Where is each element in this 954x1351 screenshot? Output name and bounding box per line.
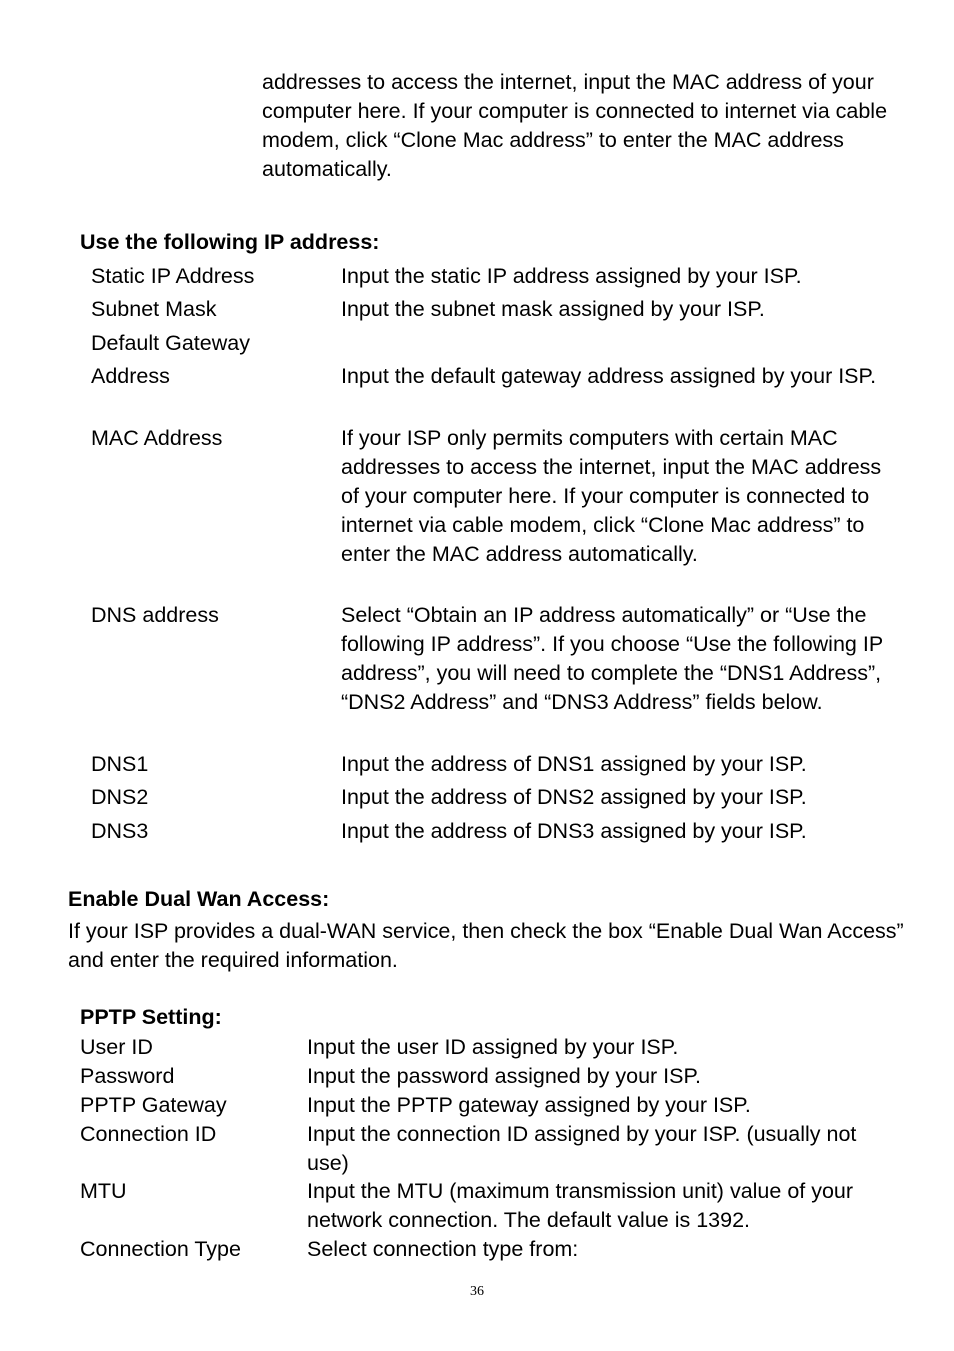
desc-dns1: Input the address of DNS1 assigned by your ISP. bbox=[341, 752, 807, 776]
desc-static-ip: Input the static IP address assigned by your ISP. bbox=[341, 264, 802, 288]
term-pptp-gateway: PPTP Gateway bbox=[80, 1093, 227, 1117]
desc-dns2: Input the address of DNS2 assigned by your ISP. bbox=[341, 785, 807, 809]
ip-section-heading: Use the following IP address: bbox=[80, 230, 380, 254]
pptp-heading: PPTP Setting: bbox=[80, 1005, 222, 1029]
desc-subnet-mask: Input the subnet mask assigned by your ISP. bbox=[341, 297, 765, 321]
term-static-ip: Static IP Address bbox=[91, 264, 255, 288]
term-dns-address: DNS address bbox=[91, 603, 219, 627]
term-connection-id: Connection ID bbox=[80, 1122, 217, 1146]
desc-pptp-gateway: Input the PPTP gateway assigned by your ISP. bbox=[307, 1093, 751, 1117]
term-dns3: DNS3 bbox=[91, 819, 149, 843]
desc-dns3: Input the address of DNS3 assigned by your ISP. bbox=[341, 819, 807, 843]
term-gateway-address: Address bbox=[91, 364, 170, 388]
desc-connection-type: Select connection type from: bbox=[307, 1237, 579, 1261]
page-number: 36 bbox=[470, 1284, 484, 1299]
term-user-id: User ID bbox=[80, 1035, 153, 1059]
term-password: Password bbox=[80, 1064, 175, 1088]
desc-connection-id: Input the connection ID assigned by your ISP. (usually not use) bbox=[307, 1122, 857, 1175]
desc-user-id: Input the user ID assigned by your ISP. bbox=[307, 1035, 679, 1059]
term-mac-address: MAC Address bbox=[91, 426, 223, 450]
dual-wan-heading: Enable Dual Wan Access: bbox=[68, 887, 330, 911]
term-subnet-mask: Subnet Mask bbox=[91, 297, 217, 321]
term-connection-type: Connection Type bbox=[80, 1237, 241, 1261]
dual-wan-paragraph: If your ISP provides a dual-WAN service, then check the box “Enable Dual Wan Access” and enter the required information. bbox=[68, 919, 904, 972]
desc-password: Input the password assigned by your ISP. bbox=[307, 1064, 702, 1088]
desc-dns-address: Select “Obtain an IP address automatically” or “Use the following IP address”. If you choose “Use the following IP address”, you will need to complete the “DNS1 Address”, “DNS2 Address” and “DNS3 Address” fields below. bbox=[341, 603, 883, 714]
desc-mtu: Input the MTU (maximum transmission unit) value of your network connection. The default value is 1392. bbox=[307, 1179, 854, 1232]
desc-mac-address: If your ISP only permits computers with certain MAC addresses to access the internet, input the MAC address of your computer here. If your computer is connected to internet via cable modem, click “Clone Mac address” to enter the MAC address automatically. bbox=[341, 426, 882, 566]
term-default-gateway: Default Gateway bbox=[91, 331, 250, 355]
term-dns2: DNS2 bbox=[91, 785, 149, 809]
desc-gateway-address: Input the default gateway address assigned by your ISP. bbox=[341, 364, 877, 388]
intro-paragraph: addresses to access the internet, input the MAC address of your computer here. If your computer is connected to internet via cable modem, click “Clone Mac address” to enter the MAC address automatically. bbox=[262, 70, 888, 181]
term-dns1: DNS1 bbox=[91, 752, 149, 776]
term-mtu: MTU bbox=[80, 1179, 127, 1203]
